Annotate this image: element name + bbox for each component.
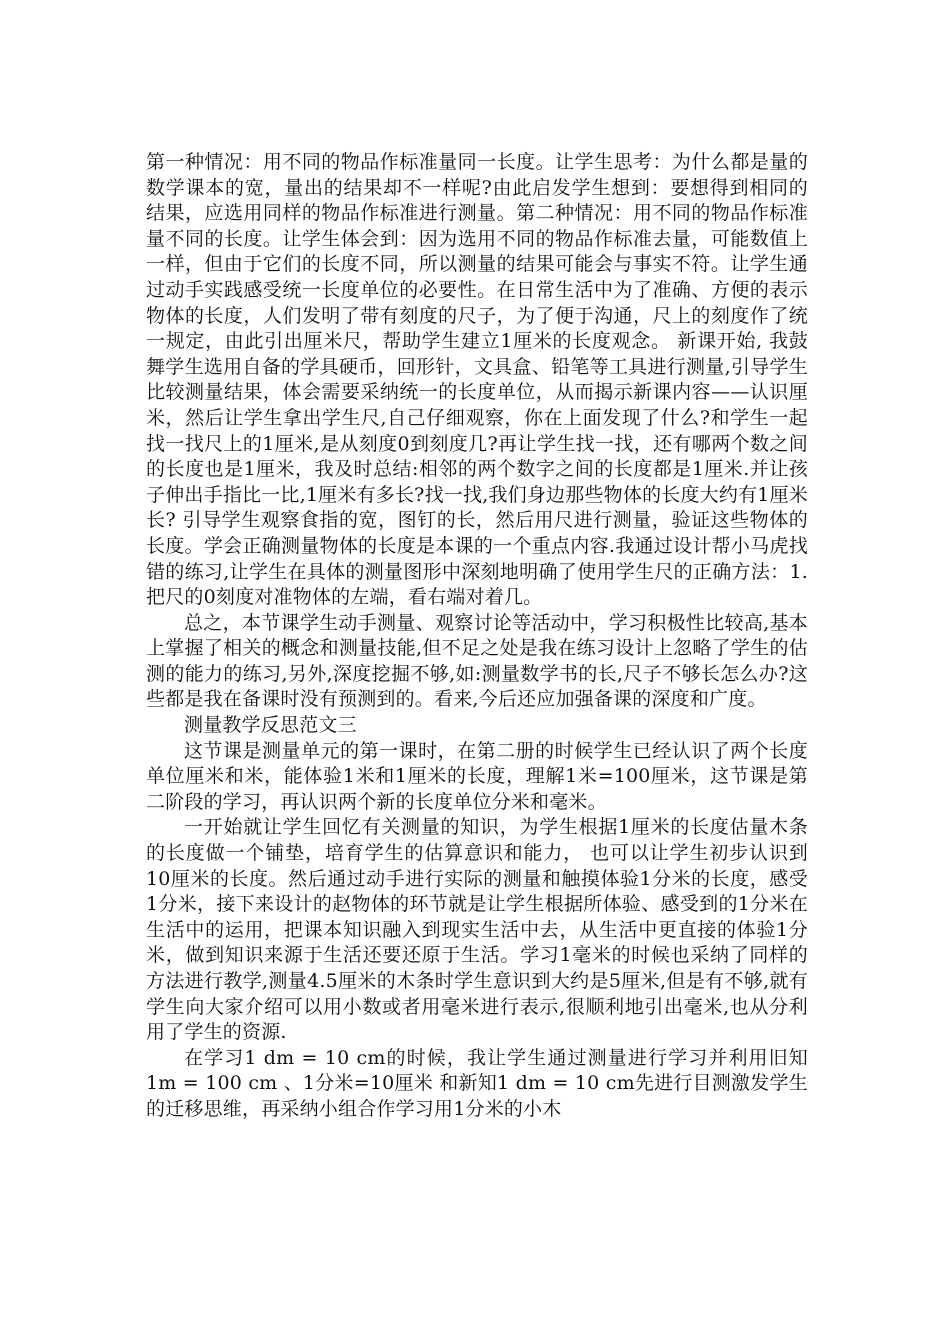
paragraph-5: 在学习1 dm = 10 cm的时候，我让学生通过测量进行学习并利用旧知1m = 100 cm 、1分米=10厘米 和新知1 dm = 10 cm先进行目测激发学生的迁移思维，再采纳小组合作学习用1分米的小木: [146, 1046, 808, 1120]
paragraph-4: 一开始就让学生回忆有关测量的知识，为学生根据1厘米的长度估量木条的长度做一个铺垫，培育学生的估算意识和能力， 也可以让学生初步认识到10厘米的长度。然后通过动手进行实际的测量和触摸体验1分米的长度，感受1分米，接下来设计的赵物体的环节就是让学生根据所体验、感受到的1分米在生活中的运用，把课本知识融入到现实生活中去，从生活中更直接的体验1分米，做到知识来源于生活还要还原于生活。学习1毫米的时候也采纳了同样的方法进行教学,测量4.5厘米的木条时学生意识到大约是5厘米,但是有不够,就有学生向大家介绍可以用小数或者用毫米进行表示,很顺利地引出毫米,也从分利用了学生的资源.: [146, 816, 808, 1044]
section-heading: 测量教学反思范文三: [184, 714, 357, 737]
paragraph-2: 总之，本节课学生动手测量、观察讨论等活动中，学习积极性比较高,基本上掌握了相关的概念和测量技能,但不足之处是我在练习设计上忽略了学生的估测的能力的练习,另外,深度挖掘不够,如:测量数学书的长,尺子不够长怎么办?这些都是我在备课时没有预测到的。看来,今后还应加强备课的深度和广度。: [146, 611, 808, 711]
paragraph-3: 这节课是测量单元的第一课时，在第二册的时候学生已经认识了两个长度单位厘米和米，能体验1米和1厘米的长度，理解1米=100厘米，这节课是第二阶段的学习，再认识两个新的长度单位分米和毫米。: [146, 739, 808, 813]
document-body: [146, 150, 808, 1123]
paragraph-1: 第一种情况：用不同的物品作标准量同一长度。让学生思考：为什么都是量的数学课本的宽，量出的结果却不一样呢?由此启发学生想到：要想得到相同的结果，应选用同样的物品作标准进行测量。第二种情况：用不同的物品作标准量不同的长度。让学生体会到：因为选用不同的物品作标准去量，可能数值上一样，但由于它们的长度不同，所以测量的结果可能会与事实不符。让学生通过动手实践感受统一长度单位的必要性。在日常生活中为了准确、方便的表示物体的长度，人们发明了带有刻度的尺子，为了便于沟通，尺上的刻度作了统一规定，由此引出厘米尺，帮助学生建立1厘米的长度观念。 新课开始, 我鼓舞学生选用自备的学具硬币，回形针，文具盒、铅笔等工具进行测量,引导学生比较测量结果，体会需要采纳统一的长度单位，从而揭示新课内容——认识厘米，然后让学生拿出学生尺,自己仔细观察，你在上面发现了什么?和学生一起找一找尺上的1厘米,是从刻度0到刻度几?再让学生找一找，还有哪两个数之间的长度也是1厘米，我及时总结:相邻的两个数字之间的长度都是1厘米.并让孩子伸出手指比一比,1厘米有多长?找一找,我们身边那些物体的长度大约有1厘米长? 引导学生观察食指的宽，图钉的长，然后用尺进行测量，验证这些物体的长度。学会正确测量物体的长度是本课的一个重点内容.我通过设计帮小马虎找错的练习,让学生在具体的测量图形中深刻地明确了使用学生尺的正确方法：1.把尺的0刻度对准物体的左端，看右端对着几。: [146, 151, 808, 609]
